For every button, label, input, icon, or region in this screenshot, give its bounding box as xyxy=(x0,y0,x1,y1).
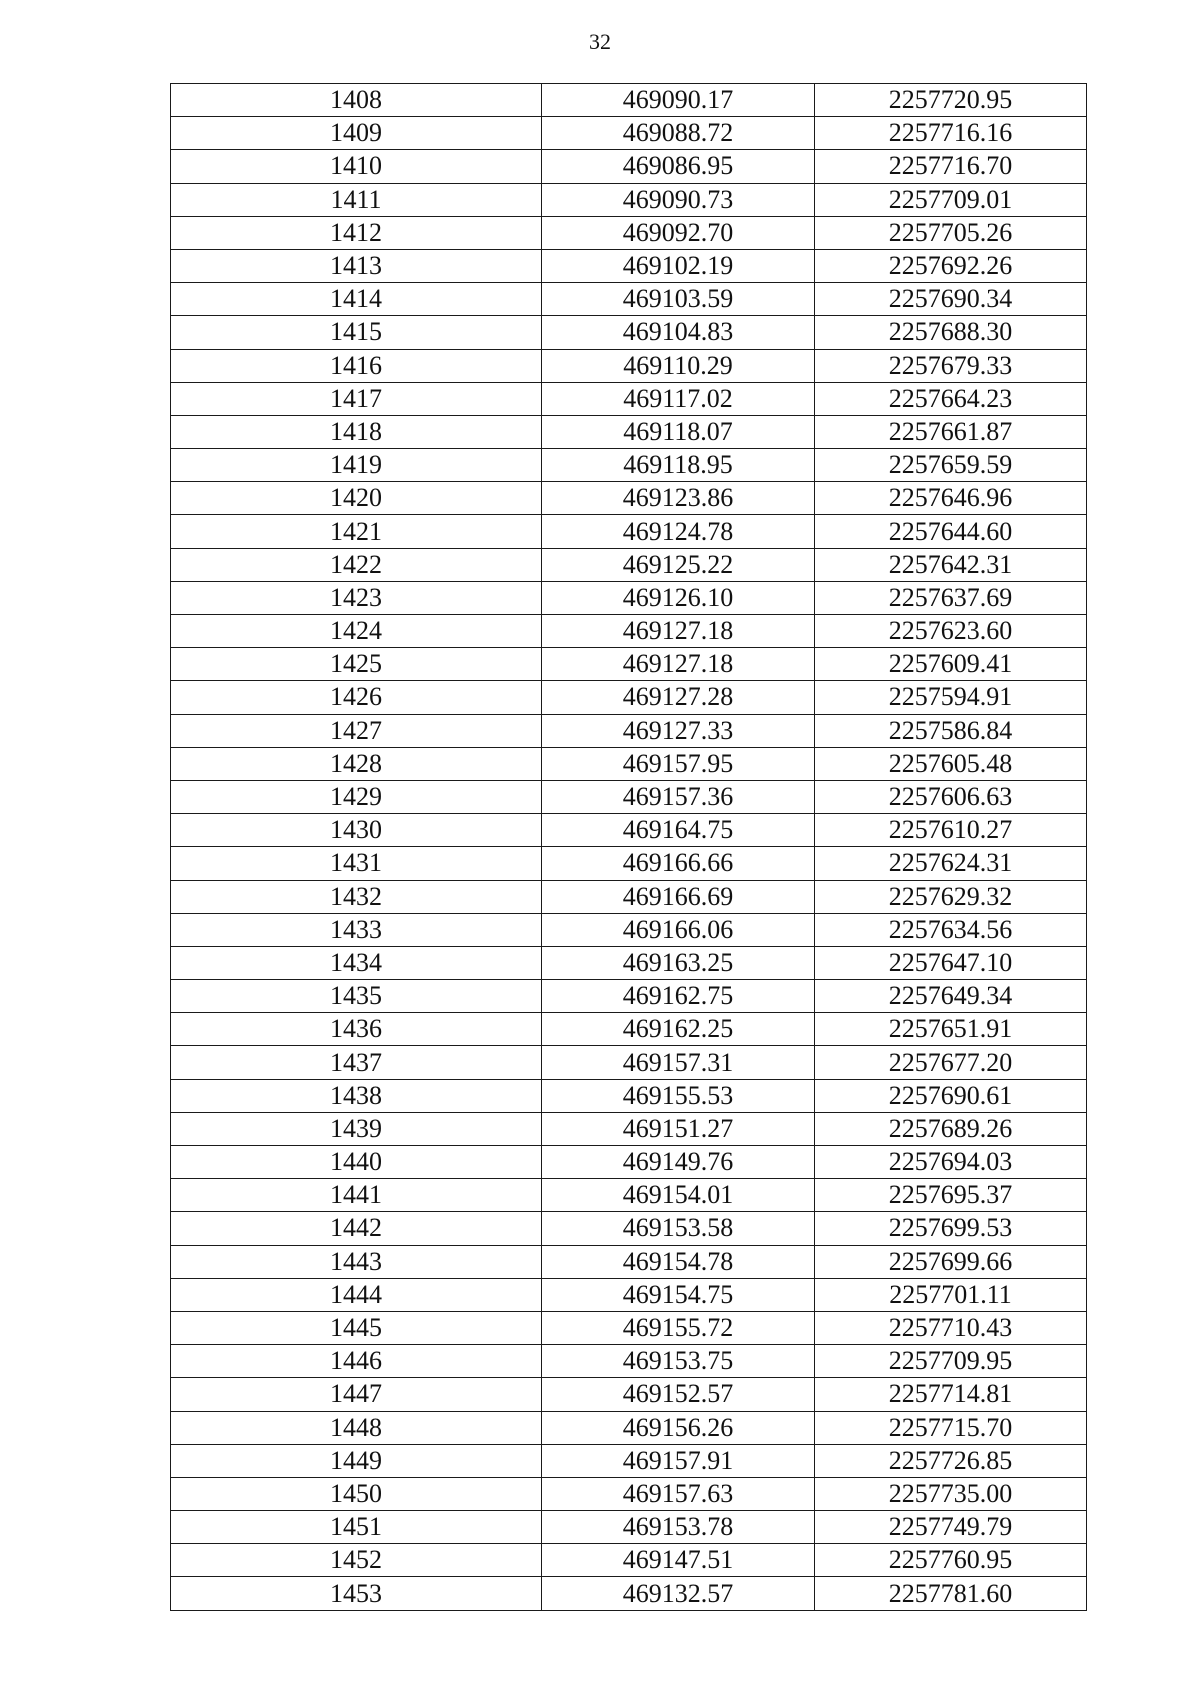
x-coordinate-cell: 469154.78 xyxy=(542,1245,815,1278)
y-coordinate-cell: 2257709.95 xyxy=(815,1345,1087,1378)
table-row xyxy=(171,1444,1087,1477)
x-coordinate-cell: 469157.36 xyxy=(542,780,815,813)
x-coordinate-cell: 469126.10 xyxy=(542,581,815,614)
x-coordinate-cell: 469127.28 xyxy=(542,681,815,714)
table-row xyxy=(171,980,1087,1013)
y-coordinate-cell: 2257679.33 xyxy=(815,349,1087,382)
point-number-cell: 1446 xyxy=(171,1345,542,1378)
x-coordinate-cell: 469127.33 xyxy=(542,714,815,747)
y-coordinate-cell: 2257623.60 xyxy=(815,615,1087,648)
table-row xyxy=(171,1511,1087,1544)
table-row xyxy=(171,1112,1087,1145)
x-coordinate-cell: 469155.72 xyxy=(542,1311,815,1344)
table-row xyxy=(171,1345,1087,1378)
point-number-cell: 1442 xyxy=(171,1212,542,1245)
x-coordinate-cell: 469166.66 xyxy=(542,847,815,880)
y-coordinate-cell: 2257705.26 xyxy=(815,216,1087,249)
table-row xyxy=(171,382,1087,415)
x-coordinate-cell: 469155.53 xyxy=(542,1079,815,1112)
point-number-cell: 1413 xyxy=(171,249,542,282)
y-coordinate-cell: 2257661.87 xyxy=(815,415,1087,448)
table-row xyxy=(171,216,1087,249)
point-number-cell: 1433 xyxy=(171,913,542,946)
table-row xyxy=(171,183,1087,216)
point-number-cell: 1414 xyxy=(171,283,542,316)
point-number-cell: 1427 xyxy=(171,714,542,747)
y-coordinate-cell: 2257716.70 xyxy=(815,150,1087,183)
point-number-cell: 1430 xyxy=(171,814,542,847)
table-row xyxy=(171,117,1087,150)
point-number-cell: 1416 xyxy=(171,349,542,382)
x-coordinate-cell: 469154.75 xyxy=(542,1278,815,1311)
point-number-cell: 1418 xyxy=(171,415,542,448)
point-number-cell: 1408 xyxy=(171,84,542,117)
y-coordinate-cell: 2257701.11 xyxy=(815,1278,1087,1311)
y-coordinate-cell: 2257637.69 xyxy=(815,581,1087,614)
point-number-cell: 1452 xyxy=(171,1544,542,1577)
point-number-cell: 1438 xyxy=(171,1079,542,1112)
x-coordinate-cell: 469152.57 xyxy=(542,1378,815,1411)
y-coordinate-cell: 2257586.84 xyxy=(815,714,1087,747)
x-coordinate-cell: 469157.31 xyxy=(542,1046,815,1079)
point-number-cell: 1428 xyxy=(171,747,542,780)
y-coordinate-cell: 2257781.60 xyxy=(815,1577,1087,1610)
y-coordinate-cell: 2257694.03 xyxy=(815,1146,1087,1179)
x-coordinate-cell: 469157.95 xyxy=(542,747,815,780)
point-number-cell: 1445 xyxy=(171,1311,542,1344)
point-number-cell: 1441 xyxy=(171,1179,542,1212)
point-number-cell: 1444 xyxy=(171,1278,542,1311)
y-coordinate-cell: 2257649.34 xyxy=(815,980,1087,1013)
y-coordinate-cell: 2257642.31 xyxy=(815,548,1087,581)
table-row xyxy=(171,615,1087,648)
point-number-cell: 1434 xyxy=(171,946,542,979)
y-coordinate-cell: 2257659.59 xyxy=(815,449,1087,482)
point-number-cell: 1412 xyxy=(171,216,542,249)
point-number-cell: 1421 xyxy=(171,515,542,548)
x-coordinate-cell: 469156.26 xyxy=(542,1411,815,1444)
point-number-cell: 1420 xyxy=(171,482,542,515)
point-number-cell: 1423 xyxy=(171,581,542,614)
point-number-cell: 1422 xyxy=(171,548,542,581)
x-coordinate-cell: 469103.59 xyxy=(542,283,815,316)
x-coordinate-cell: 469132.57 xyxy=(542,1577,815,1610)
y-coordinate-cell: 2257688.30 xyxy=(815,316,1087,349)
table-row xyxy=(171,283,1087,316)
y-coordinate-cell: 2257709.01 xyxy=(815,183,1087,216)
table-row xyxy=(171,1544,1087,1577)
point-number-cell: 1447 xyxy=(171,1378,542,1411)
y-coordinate-cell: 2257689.26 xyxy=(815,1112,1087,1145)
x-coordinate-cell: 469102.19 xyxy=(542,249,815,282)
table-row xyxy=(171,415,1087,448)
point-number-cell: 1440 xyxy=(171,1146,542,1179)
point-number-cell: 1426 xyxy=(171,681,542,714)
table-row xyxy=(171,714,1087,747)
table-row xyxy=(171,648,1087,681)
point-number-cell: 1437 xyxy=(171,1046,542,1079)
y-coordinate-cell: 2257695.37 xyxy=(815,1179,1087,1212)
table-row xyxy=(171,681,1087,714)
table-row xyxy=(171,1477,1087,1510)
y-coordinate-cell: 2257605.48 xyxy=(815,747,1087,780)
point-number-cell: 1450 xyxy=(171,1477,542,1510)
point-number-cell: 1411 xyxy=(171,183,542,216)
table-row xyxy=(171,349,1087,382)
table-row xyxy=(171,880,1087,913)
x-coordinate-cell: 469127.18 xyxy=(542,648,815,681)
table-row xyxy=(171,249,1087,282)
coordinates-table xyxy=(170,83,1087,1611)
point-number-cell: 1448 xyxy=(171,1411,542,1444)
x-coordinate-cell: 469164.75 xyxy=(542,814,815,847)
point-number-cell: 1453 xyxy=(171,1577,542,1610)
table-row xyxy=(171,1245,1087,1278)
x-coordinate-cell: 469149.76 xyxy=(542,1146,815,1179)
x-coordinate-cell: 469104.83 xyxy=(542,316,815,349)
y-coordinate-cell: 2257749.79 xyxy=(815,1511,1087,1544)
x-coordinate-cell: 469147.51 xyxy=(542,1544,815,1577)
point-number-cell: 1431 xyxy=(171,847,542,880)
y-coordinate-cell: 2257610.27 xyxy=(815,814,1087,847)
y-coordinate-cell: 2257677.20 xyxy=(815,1046,1087,1079)
x-coordinate-cell: 469151.27 xyxy=(542,1112,815,1145)
y-coordinate-cell: 2257664.23 xyxy=(815,382,1087,415)
table-row xyxy=(171,814,1087,847)
y-coordinate-cell: 2257609.41 xyxy=(815,648,1087,681)
x-coordinate-cell: 469117.02 xyxy=(542,382,815,415)
table-row xyxy=(171,1577,1087,1610)
x-coordinate-cell: 469123.86 xyxy=(542,482,815,515)
table-row xyxy=(171,1146,1087,1179)
point-number-cell: 1410 xyxy=(171,150,542,183)
table-row xyxy=(171,913,1087,946)
y-coordinate-cell: 2257647.10 xyxy=(815,946,1087,979)
point-number-cell: 1419 xyxy=(171,449,542,482)
table-row xyxy=(171,1079,1087,1112)
y-coordinate-cell: 2257692.26 xyxy=(815,249,1087,282)
point-number-cell: 1429 xyxy=(171,780,542,813)
table-row xyxy=(171,780,1087,813)
y-coordinate-cell: 2257710.43 xyxy=(815,1311,1087,1344)
point-number-cell: 1435 xyxy=(171,980,542,1013)
x-coordinate-cell: 469157.63 xyxy=(542,1477,815,1510)
y-coordinate-cell: 2257646.96 xyxy=(815,482,1087,515)
y-coordinate-cell: 2257760.95 xyxy=(815,1544,1087,1577)
table-row xyxy=(171,1311,1087,1344)
x-coordinate-cell: 469162.25 xyxy=(542,1013,815,1046)
table-row xyxy=(171,747,1087,780)
y-coordinate-cell: 2257735.00 xyxy=(815,1477,1087,1510)
y-coordinate-cell: 2257716.16 xyxy=(815,117,1087,150)
coordinates-table-body xyxy=(171,84,1087,1611)
point-number-cell: 1417 xyxy=(171,382,542,415)
table-row xyxy=(171,946,1087,979)
x-coordinate-cell: 469166.69 xyxy=(542,880,815,913)
table-row xyxy=(171,515,1087,548)
x-coordinate-cell: 469110.29 xyxy=(542,349,815,382)
y-coordinate-cell: 2257699.53 xyxy=(815,1212,1087,1245)
table-row xyxy=(171,150,1087,183)
y-coordinate-cell: 2257690.61 xyxy=(815,1079,1087,1112)
table-row xyxy=(171,84,1087,117)
x-coordinate-cell: 469153.75 xyxy=(542,1345,815,1378)
x-coordinate-cell: 469124.78 xyxy=(542,515,815,548)
table-row xyxy=(171,449,1087,482)
y-coordinate-cell: 2257644.60 xyxy=(815,515,1087,548)
x-coordinate-cell: 469090.17 xyxy=(542,84,815,117)
x-coordinate-cell: 469086.95 xyxy=(542,150,815,183)
page-number: 32 xyxy=(589,29,611,54)
y-coordinate-cell: 2257629.32 xyxy=(815,880,1087,913)
y-coordinate-cell: 2257651.91 xyxy=(815,1013,1087,1046)
x-coordinate-cell: 469090.73 xyxy=(542,183,815,216)
table-row xyxy=(171,847,1087,880)
y-coordinate-cell: 2257690.34 xyxy=(815,283,1087,316)
x-coordinate-cell: 469118.95 xyxy=(542,449,815,482)
x-coordinate-cell: 469153.58 xyxy=(542,1212,815,1245)
x-coordinate-cell: 469157.91 xyxy=(542,1444,815,1477)
x-coordinate-cell: 469153.78 xyxy=(542,1511,815,1544)
point-number-cell: 1424 xyxy=(171,615,542,648)
x-coordinate-cell: 469125.22 xyxy=(542,548,815,581)
table-row xyxy=(171,482,1087,515)
y-coordinate-cell: 2257594.91 xyxy=(815,681,1087,714)
x-coordinate-cell: 469166.06 xyxy=(542,913,815,946)
y-coordinate-cell: 2257634.56 xyxy=(815,913,1087,946)
point-number-cell: 1449 xyxy=(171,1444,542,1477)
y-coordinate-cell: 2257699.66 xyxy=(815,1245,1087,1278)
point-number-cell: 1443 xyxy=(171,1245,542,1278)
point-number-cell: 1425 xyxy=(171,648,542,681)
y-coordinate-cell: 2257720.95 xyxy=(815,84,1087,117)
y-coordinate-cell: 2257624.31 xyxy=(815,847,1087,880)
point-number-cell: 1436 xyxy=(171,1013,542,1046)
table-row xyxy=(171,1013,1087,1046)
x-coordinate-cell: 469127.18 xyxy=(542,615,815,648)
table-row xyxy=(171,1411,1087,1444)
table-row xyxy=(171,1179,1087,1212)
table-row xyxy=(171,1378,1087,1411)
y-coordinate-cell: 2257606.63 xyxy=(815,780,1087,813)
x-coordinate-cell: 469162.75 xyxy=(542,980,815,1013)
y-coordinate-cell: 2257714.81 xyxy=(815,1378,1087,1411)
table-row xyxy=(171,316,1087,349)
x-coordinate-cell: 469118.07 xyxy=(542,415,815,448)
point-number-cell: 1432 xyxy=(171,880,542,913)
x-coordinate-cell: 469088.72 xyxy=(542,117,815,150)
point-number-cell: 1415 xyxy=(171,316,542,349)
table-row xyxy=(171,1046,1087,1079)
x-coordinate-cell: 469163.25 xyxy=(542,946,815,979)
x-coordinate-cell: 469092.70 xyxy=(542,216,815,249)
table-row xyxy=(171,1212,1087,1245)
table-row xyxy=(171,548,1087,581)
table-row xyxy=(171,581,1087,614)
y-coordinate-cell: 2257726.85 xyxy=(815,1444,1087,1477)
table-row xyxy=(171,1278,1087,1311)
point-number-cell: 1409 xyxy=(171,117,542,150)
y-coordinate-cell: 2257715.70 xyxy=(815,1411,1087,1444)
x-coordinate-cell: 469154.01 xyxy=(542,1179,815,1212)
point-number-cell: 1451 xyxy=(171,1511,542,1544)
point-number-cell: 1439 xyxy=(171,1112,542,1145)
